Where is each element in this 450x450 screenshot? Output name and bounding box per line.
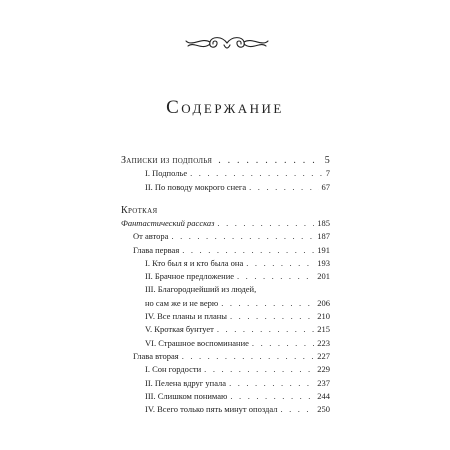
flourish-ornament-icon: [184, 33, 270, 53]
toc-entry: [121, 390, 330, 403]
dot-leader: [249, 181, 318, 194]
dot-leader: [218, 154, 321, 167]
dot-leader: [182, 350, 315, 363]
dot-leader: [280, 403, 314, 416]
page-number: 223: [317, 337, 330, 348]
entry-label: I. Кто был я и кто была она: [145, 257, 244, 268]
dot-leader: [230, 390, 314, 403]
dot-leader: [204, 363, 314, 376]
entry-label: V. Кроткая бунтует: [145, 324, 214, 335]
entry-label: но сам же и не верю: [145, 297, 219, 308]
toc-entry: [121, 363, 330, 376]
page-number: 237: [317, 377, 330, 388]
dot-leader: [221, 297, 314, 310]
entry-label: От автора: [133, 231, 169, 242]
page-number: 244: [317, 390, 330, 401]
page-number: 227: [317, 350, 330, 361]
dot-leader: [217, 217, 314, 230]
entry-label: Глава вторая: [133, 350, 179, 361]
entry-label: II. По поводу мокрого снега: [145, 181, 247, 192]
toc-section-zapiski: [121, 154, 330, 194]
entry-label: III. Слишком понимаю: [145, 390, 228, 401]
dot-leader: [252, 337, 314, 350]
toc-entry: [121, 337, 330, 350]
page-number: 67: [321, 181, 330, 192]
dot-leader: [229, 377, 314, 390]
toc-entry: [121, 167, 330, 180]
page-number: 201: [317, 271, 330, 282]
page-number: 191: [317, 244, 330, 255]
page-title: Содержание: [166, 97, 284, 118]
entry-label: Фантастический рассказ: [121, 218, 215, 228]
page-number: 215: [317, 324, 330, 335]
entry-label: I. Подполье: [145, 168, 188, 179]
entry-label: I. Сон гордости: [145, 364, 202, 375]
toc-entry: [121, 310, 330, 323]
page-number: 210: [317, 311, 330, 322]
toc-entry: [121, 270, 330, 283]
entry-label: IV. Всего только пять минут опоздал: [145, 404, 278, 415]
dot-leader: [171, 230, 314, 243]
toc-section-krotkaya: [121, 204, 330, 416]
toc-entry: [121, 297, 330, 310]
toc-section-heading-row: [121, 154, 330, 167]
toc-entry: [121, 403, 330, 416]
page-number: 7: [325, 168, 330, 179]
section-heading: Кроткая: [121, 205, 158, 216]
entry-label: II. Пелена вдруг упала: [145, 377, 227, 388]
toc-entry: [121, 257, 330, 270]
page-number: 229: [317, 364, 330, 375]
toc-entry: [121, 230, 330, 243]
toc-entry: [121, 181, 330, 194]
dot-leader: [217, 323, 314, 336]
section-heading: Записки из подполья: [121, 155, 213, 166]
entry-label-first-line: III. Благороднейший из людей,: [145, 284, 257, 295]
dot-leader: [246, 257, 314, 270]
toc-entry: [121, 350, 330, 363]
entry-label: II. Брачное предложение: [145, 271, 235, 282]
dot-leader: [190, 167, 323, 180]
entry-label: VI. Страшное воспоминание: [145, 337, 249, 348]
page-number: 185: [317, 218, 330, 228]
toc-entry: [121, 244, 330, 257]
dot-leader: [230, 310, 314, 323]
dot-leader: [237, 270, 314, 283]
page-number: 193: [317, 257, 330, 268]
entry-label: IV. Все планы и планы: [145, 311, 228, 322]
toc-entry: [121, 323, 330, 336]
dot-leader: [182, 244, 314, 257]
entry-label: Глава первая: [133, 244, 180, 255]
toc-entry: [121, 377, 330, 390]
page-number: 187: [317, 231, 330, 242]
page-number: 5: [324, 155, 330, 166]
page-number: 250: [317, 404, 330, 415]
toc-entry: [121, 217, 330, 230]
page-number: 206: [317, 297, 330, 308]
